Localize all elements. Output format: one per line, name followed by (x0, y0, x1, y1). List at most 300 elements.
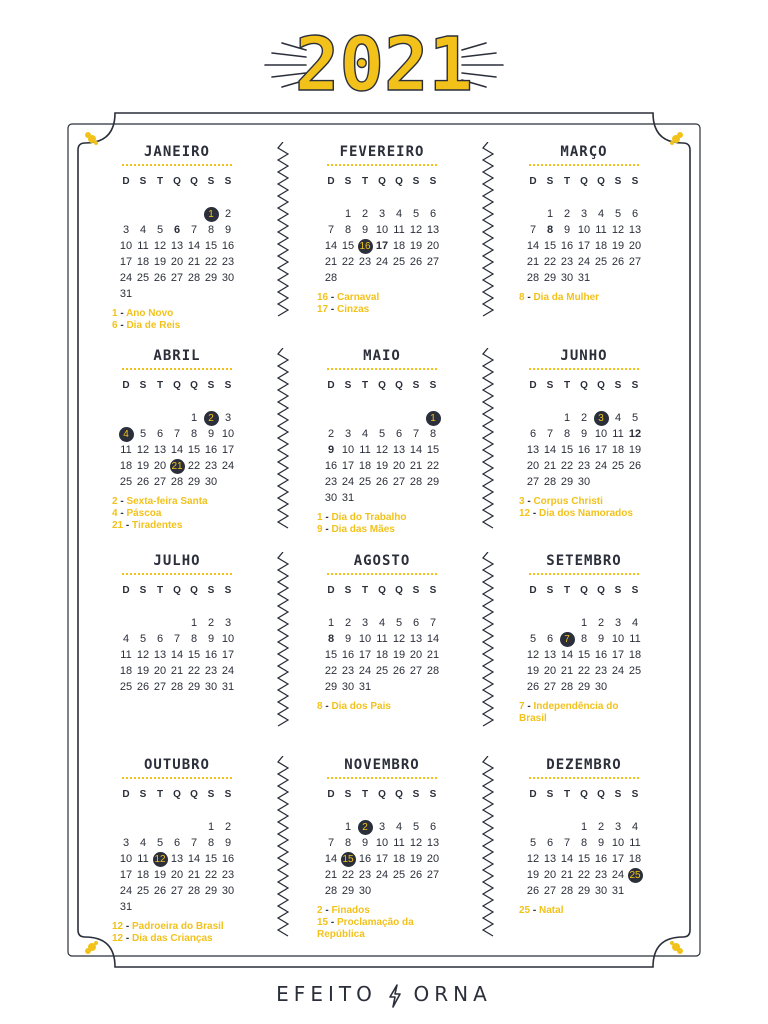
spacer-cell (340, 599, 357, 615)
holiday-day: 9 (317, 524, 323, 535)
day-cell: 1 (580, 617, 588, 629)
spacer-cell (152, 803, 169, 819)
day-cell: 10 (119, 853, 133, 865)
empty-day-cell (408, 410, 425, 426)
day-cell: 23 (204, 460, 218, 472)
day-cell: 13 (543, 649, 557, 661)
spacer-cell (169, 803, 186, 819)
day-cell: 19 (628, 444, 642, 456)
day-cell: 5 (412, 821, 420, 833)
day-cell: 27 (153, 476, 167, 488)
day-cell: 29 (187, 681, 201, 693)
day-cell: 12 (153, 240, 167, 252)
weekday-header: T (361, 789, 369, 800)
day-cell: 1 (563, 412, 571, 424)
day-cell: 12 (392, 633, 406, 645)
holiday-item (112, 933, 242, 945)
weekday-header: Q (580, 176, 588, 187)
day-cell: 7 (412, 428, 420, 440)
day-cell: 21 (526, 256, 540, 268)
days-grid (323, 378, 442, 506)
day-cell (593, 410, 610, 426)
weekday-header: T (156, 380, 164, 391)
day-cell: 15 (577, 853, 591, 865)
day-cell: 12 (375, 444, 389, 456)
holiday-item (112, 320, 242, 332)
empty-day-cell (135, 819, 152, 835)
weekday-header: Q (395, 585, 403, 596)
zigzag-separator (482, 348, 494, 530)
empty-day-cell (525, 615, 542, 631)
day-cell: 20 (170, 869, 184, 881)
spacer-cell (391, 190, 408, 206)
weekday-header: S (546, 176, 554, 187)
holiday-dash: - (117, 496, 127, 507)
day-cell: 9 (344, 633, 352, 645)
day-cell: 9 (327, 444, 335, 456)
weekday-header: Q (378, 176, 386, 187)
spacer-cell (203, 803, 220, 819)
month-12 (519, 755, 649, 917)
dotted-divider (529, 573, 639, 575)
spacer-cell (323, 803, 340, 819)
spacer-cell (323, 394, 340, 410)
holiday-dash: - (322, 701, 332, 712)
day-cell: 18 (136, 256, 150, 268)
day-cell: 27 (153, 681, 167, 693)
day-cell: 8 (580, 837, 588, 849)
day-cell: 2 (207, 617, 215, 629)
holiday-dash: - (524, 292, 534, 303)
holiday-item (317, 905, 447, 917)
day-cell: 28 (324, 885, 338, 897)
weekday-header: S (344, 789, 352, 800)
day-cell: 3 (614, 821, 622, 833)
day-cell: 13 (392, 444, 406, 456)
spacer-cell (135, 599, 152, 615)
day-cell: 29 (577, 681, 591, 693)
spacer-cell (593, 190, 610, 206)
highlighted-day: 21 (171, 461, 183, 472)
day-cell: 11 (120, 649, 132, 661)
day-cell: 14 (543, 444, 557, 456)
holiday-item (112, 308, 242, 320)
spacer-cell (340, 803, 357, 819)
day-cell: 8 (207, 837, 215, 849)
weekday-header: Q (190, 176, 198, 187)
day-cell: 10 (341, 444, 355, 456)
holiday-day: 2 (112, 496, 118, 507)
day-cell: 2 (597, 821, 605, 833)
days-grid (118, 174, 237, 302)
day-cell: 9 (361, 224, 369, 236)
day-cell: 13 (628, 224, 642, 236)
holiday-item (519, 701, 649, 725)
day-cell: 12 (628, 428, 642, 440)
day-cell: 30 (594, 681, 608, 693)
spacer-cell (610, 190, 627, 206)
day-cell: 28 (187, 885, 201, 897)
highlighted-day: 12 (154, 854, 166, 865)
weekday-header: D (327, 585, 335, 596)
day-cell: 16 (324, 460, 338, 472)
holiday-name: Tiradentes (132, 520, 183, 531)
spacer-cell (610, 599, 627, 615)
day-cell: 11 (629, 633, 641, 645)
weekday-header: S (546, 585, 554, 596)
day-cell: 16 (204, 444, 218, 456)
spacer-cell (186, 190, 203, 206)
day-cell: 19 (136, 460, 150, 472)
day-cell: 28 (324, 272, 338, 284)
holiday-list (112, 496, 242, 532)
day-cell: 28 (543, 476, 557, 488)
weekday-header: Q (580, 380, 588, 391)
day-cell: 8 (546, 224, 554, 236)
holiday-name: Dia da Mulher (533, 292, 600, 303)
day-cell: 24 (594, 460, 608, 472)
month-name: DEZEMBRO (546, 757, 622, 773)
weekday-header: D (327, 380, 335, 391)
day-cell: 14 (560, 649, 574, 661)
day-cell: 3 (224, 412, 232, 424)
day-cell (627, 867, 644, 883)
day-cell: 5 (529, 837, 537, 849)
month-name: OUTUBRO (143, 757, 210, 773)
highlighted-day: 4 (119, 427, 134, 442)
day-cell: 17 (221, 444, 235, 456)
spacer-cell (118, 803, 135, 819)
spacer-cell (391, 803, 408, 819)
holiday-day: 1 (317, 512, 323, 523)
day-cell: 29 (577, 885, 591, 897)
holiday-item (317, 917, 447, 941)
month-name: NOVEMBRO (344, 757, 420, 773)
day-cell: 26 (409, 256, 423, 268)
day-cell: 28 (187, 272, 201, 284)
day-cell: 4 (631, 821, 639, 833)
weekday-header: Q (580, 585, 588, 596)
day-cell: 29 (560, 476, 574, 488)
day-cell: 3 (344, 428, 352, 440)
day-cell: 2 (597, 617, 605, 629)
day-cell: 10 (221, 633, 235, 645)
day-cell: 21 (187, 256, 201, 268)
empty-day-cell (525, 819, 542, 835)
day-cell: 2 (344, 617, 352, 629)
holiday-list (317, 905, 447, 941)
spacer-cell (408, 394, 425, 410)
spacer-cell (593, 803, 610, 819)
day-cell: 25 (136, 885, 150, 897)
holiday-list (317, 701, 447, 713)
day-cell: 10 (611, 837, 625, 849)
spacer-cell (425, 394, 442, 410)
day-cell: 21 (170, 665, 184, 677)
day-cell: 18 (136, 869, 150, 881)
weekday-header: D (122, 176, 130, 187)
holiday-list (112, 921, 242, 945)
weekday-header: S (631, 380, 639, 391)
day-cell: 11 (359, 444, 371, 456)
holiday-item (317, 304, 447, 316)
day-cell: 29 (543, 272, 557, 284)
day-cell: 19 (392, 649, 406, 661)
day-cell: 21 (409, 460, 423, 472)
day-cell: 9 (563, 224, 571, 236)
day-cell: 20 (426, 853, 440, 865)
day-cell: 7 (190, 837, 198, 849)
day-cell: 13 (153, 649, 167, 661)
day-cell: 23 (324, 476, 338, 488)
day-cell: 6 (412, 617, 420, 629)
zigzag-separator (482, 142, 494, 318)
weekday-header: S (207, 176, 215, 187)
highlighted-day: 1 (426, 411, 441, 426)
weekday-header: S (412, 380, 420, 391)
day-cell: 19 (409, 240, 423, 252)
day-cell: 7 (563, 837, 571, 849)
weekday-header: S (546, 789, 554, 800)
holiday-name: Dia dos Pais (331, 701, 391, 712)
spacer-cell (627, 803, 644, 819)
holiday-list (519, 905, 649, 917)
day-cell: 31 (358, 681, 372, 693)
day-cell: 18 (119, 665, 133, 677)
day-cell: 31 (119, 901, 133, 913)
spacer-cell (425, 190, 442, 206)
holiday-dash: - (322, 905, 332, 916)
zigzag-separator (277, 142, 289, 318)
day-cell: 6 (631, 208, 639, 220)
day-cell: 17 (594, 444, 608, 456)
brand-right: ORNA (413, 982, 492, 1006)
holiday-day: 2 (317, 905, 323, 916)
day-cell: 25 (136, 272, 150, 284)
spacer-cell (186, 803, 203, 819)
day-cell: 6 (156, 633, 164, 645)
day-cell: 19 (526, 665, 540, 677)
holiday-day: 21 (112, 520, 124, 531)
day-cell: 17 (611, 853, 625, 865)
day-cell: 25 (375, 665, 389, 677)
day-cell: 30 (341, 681, 355, 693)
day-cell: 2 (327, 428, 335, 440)
spacer-cell (576, 599, 593, 615)
day-cell: 14 (187, 853, 201, 865)
day-cell: 5 (412, 208, 420, 220)
weekday-header: Q (395, 789, 403, 800)
day-cell: 20 (153, 460, 167, 472)
holiday-item (317, 512, 447, 524)
spacer-cell (357, 394, 374, 410)
dotted-divider (122, 164, 232, 166)
day-cell: 23 (221, 869, 235, 881)
day-cell: 10 (594, 428, 608, 440)
day-cell: 26 (628, 460, 642, 472)
weekday-header: D (122, 380, 130, 391)
day-cell: 11 (137, 853, 149, 865)
day-cell: 22 (187, 460, 201, 472)
highlighted-day: 15 (342, 854, 354, 865)
spacer-cell (135, 394, 152, 410)
day-cell: 2 (580, 412, 588, 424)
spacer-cell (408, 190, 425, 206)
day-cell: 10 (375, 837, 389, 849)
days-grid (323, 787, 442, 899)
empty-day-cell (186, 819, 203, 835)
day-cell: 21 (324, 256, 338, 268)
day-cell: 20 (526, 460, 540, 472)
weekday-header: D (122, 585, 130, 596)
spacer-cell (576, 803, 593, 819)
zigzag-separator (277, 348, 289, 530)
day-cell: 27 (526, 476, 540, 488)
day-cell: 23 (577, 460, 591, 472)
day-cell: 3 (378, 208, 386, 220)
day-cell: 27 (426, 869, 440, 881)
highlighted-day: 2 (358, 820, 373, 835)
day-cell: 27 (628, 256, 642, 268)
day-cell (152, 851, 169, 867)
day-cell: 7 (546, 428, 554, 440)
day-cell: 24 (119, 272, 133, 284)
day-cell: 30 (560, 272, 574, 284)
day-cell: 14 (170, 444, 184, 456)
holiday-dash: - (524, 701, 534, 712)
weekday-header: S (207, 789, 215, 800)
day-cell: 25 (119, 681, 133, 693)
day-cell: 23 (221, 256, 235, 268)
day-cell: 20 (409, 649, 423, 661)
empty-day-cell (169, 615, 186, 631)
day-cell: 28 (426, 665, 440, 677)
spacer-cell (593, 599, 610, 615)
days-grid (525, 174, 644, 286)
corner-ornament-icon (83, 130, 101, 148)
highlighted-day: 2 (204, 411, 219, 426)
empty-day-cell (323, 206, 340, 222)
holiday-item (112, 520, 242, 532)
holiday-dash: - (328, 304, 338, 315)
day-cell: 9 (580, 428, 588, 440)
month-1 (112, 142, 242, 332)
day-cell: 18 (392, 240, 406, 252)
day-cell: 9 (224, 224, 232, 236)
weekday-header: D (529, 380, 537, 391)
weekday-header: T (361, 380, 369, 391)
day-cell: 14 (170, 649, 184, 661)
holiday-day: 12 (519, 508, 531, 519)
day-cell: 28 (170, 681, 184, 693)
day-cell: 4 (631, 617, 639, 629)
spacer-cell (525, 803, 542, 819)
spacer-cell (542, 190, 559, 206)
spacer-cell (391, 394, 408, 410)
day-cell: 17 (375, 240, 389, 252)
holiday-day: 16 (317, 292, 329, 303)
days-grid (118, 378, 237, 490)
spacer-cell (559, 803, 576, 819)
day-cell: 13 (409, 633, 423, 645)
weekday-header: S (139, 380, 147, 391)
day-cell: 30 (221, 272, 235, 284)
holiday-day: 17 (317, 304, 329, 315)
spacer-cell (152, 394, 169, 410)
day-cell: 15 (204, 853, 218, 865)
day-cell: 5 (139, 633, 147, 645)
day-cell: 30 (324, 492, 338, 504)
spacer-cell (627, 394, 644, 410)
holiday-day: 6 (112, 320, 118, 331)
weekday-header: S (224, 789, 232, 800)
empty-day-cell (542, 819, 559, 835)
spacer-cell (374, 599, 391, 615)
day-cell: 4 (614, 412, 622, 424)
day-cell: 26 (526, 681, 540, 693)
spacer-cell (340, 394, 357, 410)
holiday-item (519, 292, 649, 304)
day-cell (203, 410, 220, 426)
day-cell: 6 (395, 428, 403, 440)
weekday-header: Q (173, 789, 181, 800)
day-cell: 25 (392, 869, 406, 881)
day-cell: 1 (344, 208, 352, 220)
empty-day-cell (118, 615, 135, 631)
holiday-list (317, 512, 447, 536)
day-cell: 22 (324, 665, 338, 677)
day-cell: 1 (580, 821, 588, 833)
day-cell: 13 (170, 853, 184, 865)
day-cell: 10 (375, 224, 389, 236)
weekday-header: S (344, 585, 352, 596)
day-cell: 19 (153, 869, 167, 881)
weekday-header: S (631, 176, 639, 187)
holiday-item (317, 292, 447, 304)
day-cell: 14 (426, 633, 440, 645)
day-cell: 24 (221, 460, 235, 472)
holiday-name: Dia do Trabalho (331, 512, 407, 523)
month-name: AGOSTO (353, 553, 411, 569)
day-cell: 1 (207, 821, 215, 833)
day-cell: 7 (529, 224, 537, 236)
spacer-cell (525, 599, 542, 615)
day-cell: 6 (546, 837, 554, 849)
day-cell: 8 (580, 633, 588, 645)
spacer-cell (169, 394, 186, 410)
day-cell: 6 (173, 224, 181, 236)
day-cell: 16 (204, 649, 218, 661)
day-cell: 4 (139, 837, 147, 849)
day-cell (559, 631, 576, 647)
month-name: FEVEREIRO (339, 144, 425, 160)
day-cell: 22 (341, 256, 355, 268)
day-cell: 24 (221, 665, 235, 677)
day-cell: 20 (543, 869, 557, 881)
lightning-bolt-icon (388, 984, 402, 1008)
day-cell: 27 (426, 256, 440, 268)
day-cell: 24 (577, 256, 591, 268)
day-cell: 22 (543, 256, 557, 268)
day-cell: 16 (594, 853, 608, 865)
day-cell: 5 (378, 428, 386, 440)
day-cell: 12 (409, 837, 423, 849)
day-cell: 13 (426, 837, 440, 849)
spacer-cell (135, 803, 152, 819)
day-cell: 8 (190, 428, 198, 440)
weekday-header: S (139, 585, 147, 596)
day-cell: 4 (378, 617, 386, 629)
